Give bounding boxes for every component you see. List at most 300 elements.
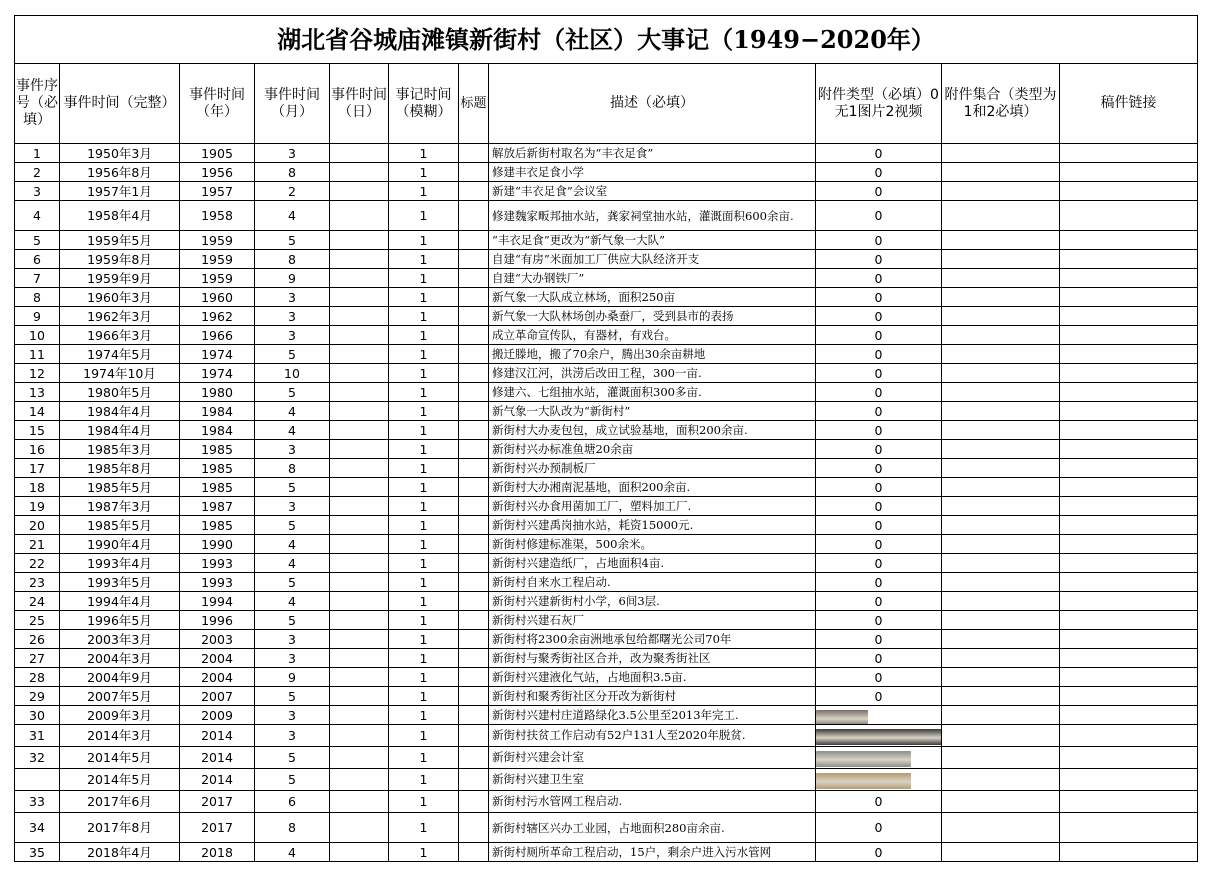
cell-time-full[interactable]: 2007年5月	[60, 687, 180, 706]
cell-time-month[interactable]: 5	[255, 231, 330, 250]
cell-time-full[interactable]: 1985年3月	[60, 440, 180, 459]
cell-link[interactable]	[1060, 668, 1198, 687]
cell-link[interactable]	[1060, 364, 1198, 383]
cell-heading[interactable]	[459, 163, 489, 182]
cell-seq[interactable]: 25	[15, 611, 60, 630]
cell-heading[interactable]	[459, 535, 489, 554]
cell-time-year[interactable]: 1966	[180, 326, 255, 345]
cell-att-set[interactable]	[942, 307, 1060, 326]
cell-att-type[interactable]	[816, 769, 942, 791]
cell-seq[interactable]: 23	[15, 573, 60, 592]
cell-att-set[interactable]	[942, 843, 1060, 862]
cell-time-fuzzy[interactable]: 1	[389, 478, 459, 497]
cell-link[interactable]	[1060, 611, 1198, 630]
cell-time-month[interactable]: 5	[255, 478, 330, 497]
cell-time-month[interactable]: 5	[255, 345, 330, 364]
cell-att-set[interactable]	[942, 813, 1060, 843]
cell-time-month[interactable]: 8	[255, 813, 330, 843]
cell-time-day[interactable]	[330, 144, 389, 163]
cell-link[interactable]	[1060, 459, 1198, 478]
cell-time-year[interactable]: 1905	[180, 144, 255, 163]
cell-time-year[interactable]: 1990	[180, 535, 255, 554]
cell-att-set[interactable]	[942, 791, 1060, 813]
cell-time-year[interactable]: 1959	[180, 231, 255, 250]
cell-time-fuzzy[interactable]: 1	[389, 421, 459, 440]
cell-desc[interactable]: 新气象一大队林场创办桑蚕厂，受到县市的表扬	[489, 307, 816, 326]
cell-time-month[interactable]: 8	[255, 459, 330, 478]
cell-heading[interactable]	[459, 440, 489, 459]
cell-heading[interactable]	[459, 725, 489, 747]
cell-time-day[interactable]	[330, 668, 389, 687]
cell-time-year[interactable]: 2014	[180, 769, 255, 791]
cell-time-full[interactable]: 2014年5月	[60, 747, 180, 769]
cell-time-fuzzy[interactable]: 1	[389, 592, 459, 611]
cell-desc[interactable]: 新街村兴办标准鱼塘20余亩	[489, 440, 816, 459]
cell-att-set[interactable]	[942, 535, 1060, 554]
cell-time-month[interactable]: 5	[255, 611, 330, 630]
cell-desc[interactable]: “丰衣足食”更改为“新气象一大队”	[489, 231, 816, 250]
cell-time-full[interactable]: 2017年6月	[60, 791, 180, 813]
cell-time-day[interactable]	[330, 611, 389, 630]
cell-time-year[interactable]: 1984	[180, 421, 255, 440]
cell-time-fuzzy[interactable]: 1	[389, 747, 459, 769]
cell-link[interactable]	[1060, 535, 1198, 554]
cell-heading[interactable]	[459, 813, 489, 843]
cell-link[interactable]	[1060, 747, 1198, 769]
cell-heading[interactable]	[459, 769, 489, 791]
cell-heading[interactable]	[459, 201, 489, 231]
cell-heading[interactable]	[459, 843, 489, 862]
cell-link[interactable]	[1060, 725, 1198, 747]
cell-heading[interactable]	[459, 649, 489, 668]
cell-time-fuzzy[interactable]: 1	[389, 402, 459, 421]
cell-seq[interactable]: 8	[15, 288, 60, 307]
cell-desc[interactable]: 新街村辖区兴办工业园，占地面积280亩余亩.	[489, 813, 816, 843]
cell-time-month[interactable]: 4	[255, 421, 330, 440]
cell-att-type[interactable]: 0	[816, 611, 942, 630]
header-seq[interactable]: 事件序号（必填）	[15, 64, 60, 144]
cell-heading[interactable]	[459, 459, 489, 478]
cell-time-month[interactable]: 9	[255, 668, 330, 687]
cell-heading[interactable]	[459, 364, 489, 383]
cell-time-full[interactable]: 2009年3月	[60, 706, 180, 725]
cell-heading[interactable]	[459, 706, 489, 725]
cell-att-type[interactable]: 0	[816, 383, 942, 402]
cell-time-year[interactable]: 1974	[180, 364, 255, 383]
photo-thumbnail-icon[interactable]	[816, 751, 911, 767]
cell-heading[interactable]	[459, 182, 489, 201]
cell-att-set[interactable]	[942, 421, 1060, 440]
cell-time-month[interactable]: 4	[255, 201, 330, 231]
cell-desc[interactable]: 新街村将2300余亩洲地承包给都曙光公司70年	[489, 630, 816, 649]
cell-time-fuzzy[interactable]: 1	[389, 326, 459, 345]
cell-time-year[interactable]: 1985	[180, 459, 255, 478]
cell-time-year[interactable]: 1957	[180, 182, 255, 201]
cell-time-year[interactable]: 1993	[180, 573, 255, 592]
cell-att-type[interactable]: 0	[816, 163, 942, 182]
cell-time-month[interactable]: 5	[255, 516, 330, 535]
cell-time-day[interactable]	[330, 478, 389, 497]
cell-desc[interactable]: 新街村大办麦包包，成立试验基地，面积200余亩.	[489, 421, 816, 440]
cell-time-day[interactable]	[330, 345, 389, 364]
cell-time-fuzzy[interactable]: 1	[389, 554, 459, 573]
cell-att-set[interactable]	[942, 163, 1060, 182]
cell-time-day[interactable]	[330, 497, 389, 516]
cell-att-type[interactable]: 0	[816, 402, 942, 421]
cell-att-set[interactable]	[942, 687, 1060, 706]
cell-time-day[interactable]	[330, 630, 389, 649]
cell-time-month[interactable]: 3	[255, 630, 330, 649]
cell-att-set[interactable]	[942, 364, 1060, 383]
cell-desc[interactable]: 自建“有房”米面加工厂供应大队经济开支	[489, 250, 816, 269]
cell-time-full[interactable]: 2014年5月	[60, 769, 180, 791]
cell-time-month[interactable]: 4	[255, 535, 330, 554]
cell-time-month[interactable]: 3	[255, 288, 330, 307]
cell-desc[interactable]: 新街村兴办预制板厂	[489, 459, 816, 478]
cell-time-full[interactable]: 1990年4月	[60, 535, 180, 554]
cell-att-set[interactable]	[942, 516, 1060, 535]
cell-time-year[interactable]: 1987	[180, 497, 255, 516]
cell-seq[interactable]: 31	[15, 725, 60, 747]
cell-time-day[interactable]	[330, 383, 389, 402]
cell-att-type[interactable]: 0	[816, 791, 942, 813]
cell-att-type[interactable]: 0	[816, 592, 942, 611]
cell-att-set[interactable]	[942, 440, 1060, 459]
cell-time-month[interactable]: 9	[255, 269, 330, 288]
cell-time-year[interactable]: 2007	[180, 687, 255, 706]
cell-att-type[interactable]: 0	[816, 497, 942, 516]
cell-time-month[interactable]: 4	[255, 402, 330, 421]
cell-seq[interactable]: 13	[15, 383, 60, 402]
cell-desc[interactable]: 新气象一大队改为“新街村”	[489, 402, 816, 421]
cell-time-fuzzy[interactable]: 1	[389, 250, 459, 269]
cell-time-fuzzy[interactable]: 1	[389, 364, 459, 383]
cell-time-fuzzy[interactable]: 1	[389, 288, 459, 307]
cell-att-type[interactable]: 0	[816, 630, 942, 649]
cell-time-full[interactable]: 1962年3月	[60, 307, 180, 326]
cell-time-fuzzy[interactable]: 1	[389, 630, 459, 649]
cell-att-type[interactable]: 0	[816, 668, 942, 687]
cell-time-full[interactable]: 1966年3月	[60, 326, 180, 345]
cell-att-set[interactable]	[942, 383, 1060, 402]
cell-link[interactable]	[1060, 402, 1198, 421]
cell-time-year[interactable]: 2017	[180, 791, 255, 813]
cell-time-fuzzy[interactable]: 1	[389, 231, 459, 250]
cell-seq[interactable]: 11	[15, 345, 60, 364]
cell-time-full[interactable]: 1980年5月	[60, 383, 180, 402]
cell-att-set[interactable]	[942, 554, 1060, 573]
cell-att-set[interactable]	[942, 269, 1060, 288]
cell-att-type[interactable]: 0	[816, 288, 942, 307]
cell-seq[interactable]: 21	[15, 535, 60, 554]
cell-seq[interactable]: 6	[15, 250, 60, 269]
cell-time-fuzzy[interactable]: 1	[389, 163, 459, 182]
cell-time-year[interactable]: 2004	[180, 668, 255, 687]
cell-time-full[interactable]: 1993年4月	[60, 554, 180, 573]
cell-heading[interactable]	[459, 573, 489, 592]
cell-att-set[interactable]	[942, 201, 1060, 231]
cell-att-type[interactable]: 0	[816, 182, 942, 201]
cell-desc[interactable]: 新街村兴办食用菌加工厂，塑料加工厂.	[489, 497, 816, 516]
cell-att-type[interactable]: 0	[816, 516, 942, 535]
cell-time-fuzzy[interactable]: 1	[389, 706, 459, 725]
cell-heading[interactable]	[459, 478, 489, 497]
cell-time-year[interactable]: 1994	[180, 592, 255, 611]
cell-time-day[interactable]	[330, 592, 389, 611]
cell-time-month[interactable]: 5	[255, 383, 330, 402]
cell-time-year[interactable]: 1956	[180, 163, 255, 182]
cell-heading[interactable]	[459, 250, 489, 269]
cell-time-day[interactable]	[330, 307, 389, 326]
cell-desc[interactable]: 新街村兴建会计室	[489, 747, 816, 769]
cell-link[interactable]	[1060, 288, 1198, 307]
photo-thumbnail-icon[interactable]	[816, 773, 911, 789]
cell-seq[interactable]: 2	[15, 163, 60, 182]
cell-desc[interactable]: 新街村兴建禹岗抽水站，耗资15000元.	[489, 516, 816, 535]
cell-desc[interactable]: 新街村和聚秀街社区分开改为新街村	[489, 687, 816, 706]
cell-heading[interactable]	[459, 668, 489, 687]
cell-time-fuzzy[interactable]: 1	[389, 725, 459, 747]
cell-desc[interactable]: 新街村兴建村庄道路绿化3.5公里至2013年完工.	[489, 706, 816, 725]
cell-heading[interactable]	[459, 345, 489, 364]
cell-desc[interactable]: 新建“丰衣足食”会议室	[489, 182, 816, 201]
cell-time-day[interactable]	[330, 163, 389, 182]
cell-time-month[interactable]: 3	[255, 144, 330, 163]
cell-time-fuzzy[interactable]: 1	[389, 769, 459, 791]
cell-att-set[interactable]	[942, 288, 1060, 307]
cell-att-set[interactable]	[942, 326, 1060, 345]
cell-time-year[interactable]: 1993	[180, 554, 255, 573]
cell-time-month[interactable]: 3	[255, 725, 330, 747]
cell-heading[interactable]	[459, 269, 489, 288]
cell-seq[interactable]: 20	[15, 516, 60, 535]
cell-time-year[interactable]: 1959	[180, 250, 255, 269]
cell-att-set[interactable]	[942, 706, 1060, 725]
cell-time-fuzzy[interactable]: 1	[389, 791, 459, 813]
cell-link[interactable]	[1060, 843, 1198, 862]
cell-seq[interactable]: 5	[15, 231, 60, 250]
cell-time-fuzzy[interactable]: 1	[389, 383, 459, 402]
header-att-set[interactable]: 附件集合（类型为1和2必填）	[942, 64, 1060, 144]
cell-att-type[interactable]	[816, 706, 942, 725]
cell-link[interactable]	[1060, 573, 1198, 592]
cell-seq[interactable]: 18	[15, 478, 60, 497]
cell-link[interactable]	[1060, 687, 1198, 706]
cell-link[interactable]	[1060, 163, 1198, 182]
cell-seq[interactable]: 10	[15, 326, 60, 345]
cell-time-day[interactable]	[330, 649, 389, 668]
cell-att-set[interactable]	[942, 611, 1060, 630]
cell-desc[interactable]: 新街村修建标准渠，500余米。	[489, 535, 816, 554]
cell-heading[interactable]	[459, 554, 489, 573]
cell-link[interactable]	[1060, 497, 1198, 516]
cell-att-type[interactable]: 0	[816, 573, 942, 592]
cell-time-full[interactable]: 1993年5月	[60, 573, 180, 592]
cell-time-day[interactable]	[330, 769, 389, 791]
cell-seq[interactable]: 1	[15, 144, 60, 163]
cell-time-fuzzy[interactable]: 1	[389, 307, 459, 326]
cell-time-full[interactable]: 2018年4月	[60, 843, 180, 862]
cell-link[interactable]	[1060, 813, 1198, 843]
cell-heading[interactable]	[459, 791, 489, 813]
cell-seq[interactable]: 33	[15, 791, 60, 813]
cell-time-day[interactable]	[330, 535, 389, 554]
cell-att-type[interactable]: 0	[816, 649, 942, 668]
cell-link[interactable]	[1060, 250, 1198, 269]
cell-att-set[interactable]	[942, 725, 1060, 747]
cell-time-full[interactable]: 1987年3月	[60, 497, 180, 516]
cell-time-day[interactable]	[330, 791, 389, 813]
cell-time-day[interactable]	[330, 250, 389, 269]
cell-heading[interactable]	[459, 421, 489, 440]
cell-heading[interactable]	[459, 516, 489, 535]
cell-seq[interactable]: 24	[15, 592, 60, 611]
cell-heading[interactable]	[459, 747, 489, 769]
cell-seq[interactable]: 4	[15, 201, 60, 231]
cell-time-full[interactable]: 1996年5月	[60, 611, 180, 630]
cell-att-set[interactable]	[942, 250, 1060, 269]
cell-att-set[interactable]	[942, 649, 1060, 668]
cell-att-type[interactable]: 0	[816, 144, 942, 163]
cell-time-year[interactable]: 1960	[180, 288, 255, 307]
cell-time-full[interactable]: 1959年5月	[60, 231, 180, 250]
cell-link[interactable]	[1060, 182, 1198, 201]
cell-link[interactable]	[1060, 440, 1198, 459]
cell-time-fuzzy[interactable]: 1	[389, 497, 459, 516]
cell-link[interactable]	[1060, 478, 1198, 497]
cell-att-set[interactable]	[942, 747, 1060, 769]
cell-time-day[interactable]	[330, 182, 389, 201]
cell-time-full[interactable]: 2004年9月	[60, 668, 180, 687]
cell-time-year[interactable]: 1974	[180, 345, 255, 364]
cell-seq[interactable]: 3	[15, 182, 60, 201]
cell-link[interactable]	[1060, 307, 1198, 326]
cell-time-month[interactable]: 5	[255, 769, 330, 791]
cell-time-fuzzy[interactable]: 1	[389, 201, 459, 231]
header-time-fuzzy[interactable]: 事记时间（模糊）	[389, 64, 459, 144]
cell-att-type[interactable]: 0	[816, 231, 942, 250]
cell-time-day[interactable]	[330, 269, 389, 288]
cell-link[interactable]	[1060, 791, 1198, 813]
cell-time-year[interactable]: 1985	[180, 516, 255, 535]
cell-seq[interactable]: 28	[15, 668, 60, 687]
cell-time-fuzzy[interactable]: 1	[389, 668, 459, 687]
cell-time-day[interactable]	[330, 288, 389, 307]
cell-time-month[interactable]: 4	[255, 592, 330, 611]
cell-time-fuzzy[interactable]: 1	[389, 649, 459, 668]
cell-link[interactable]	[1060, 769, 1198, 791]
cell-time-fuzzy[interactable]: 1	[389, 535, 459, 554]
cell-desc[interactable]: 新街村自来水工程启动.	[489, 573, 816, 592]
cell-att-type[interactable]: 0	[816, 364, 942, 383]
cell-seq[interactable]: 7	[15, 269, 60, 288]
cell-time-year[interactable]: 1962	[180, 307, 255, 326]
cell-time-year[interactable]: 2014	[180, 747, 255, 769]
cell-time-month[interactable]: 3	[255, 649, 330, 668]
cell-heading[interactable]	[459, 383, 489, 402]
cell-time-month[interactable]: 3	[255, 497, 330, 516]
photo-thumbnail-icon[interactable]	[816, 729, 942, 745]
cell-att-type[interactable]	[816, 747, 942, 769]
cell-seq[interactable]: 30	[15, 706, 60, 725]
cell-time-full[interactable]: 1985年5月	[60, 516, 180, 535]
cell-time-fuzzy[interactable]: 1	[389, 573, 459, 592]
cell-seq[interactable]: 26	[15, 630, 60, 649]
header-time-day[interactable]: 事件时间（日）	[330, 64, 389, 144]
cell-time-fuzzy[interactable]: 1	[389, 516, 459, 535]
cell-att-type[interactable]: 0	[816, 440, 942, 459]
cell-att-type[interactable]: 0	[816, 843, 942, 862]
cell-heading[interactable]	[459, 326, 489, 345]
cell-att-set[interactable]	[942, 668, 1060, 687]
cell-seq[interactable]	[15, 769, 60, 791]
header-att-type[interactable]: 附件类型（必填）0无1图片2视频	[816, 64, 942, 144]
cell-time-month[interactable]: 4	[255, 554, 330, 573]
cell-time-fuzzy[interactable]: 1	[389, 459, 459, 478]
cell-desc[interactable]: 成立革命宣传队，有器材，有戏台。	[489, 326, 816, 345]
cell-time-day[interactable]	[330, 326, 389, 345]
cell-time-fuzzy[interactable]: 1	[389, 813, 459, 843]
cell-seq[interactable]: 34	[15, 813, 60, 843]
cell-seq[interactable]: 15	[15, 421, 60, 440]
cell-heading[interactable]	[459, 307, 489, 326]
cell-att-set[interactable]	[942, 345, 1060, 364]
cell-heading[interactable]	[459, 630, 489, 649]
cell-heading[interactable]	[459, 592, 489, 611]
cell-link[interactable]	[1060, 269, 1198, 288]
cell-desc[interactable]: 自建“大办钢铁厂”	[489, 269, 816, 288]
cell-link[interactable]	[1060, 630, 1198, 649]
cell-time-day[interactable]	[330, 706, 389, 725]
cell-heading[interactable]	[459, 402, 489, 421]
cell-time-day[interactable]	[330, 421, 389, 440]
cell-time-full[interactable]: 1950年3月	[60, 144, 180, 163]
cell-time-fuzzy[interactable]: 1	[389, 182, 459, 201]
cell-time-year[interactable]: 1996	[180, 611, 255, 630]
header-link[interactable]: 稿件链接	[1060, 64, 1198, 144]
cell-link[interactable]	[1060, 201, 1198, 231]
cell-time-day[interactable]	[330, 402, 389, 421]
cell-time-day[interactable]	[330, 231, 389, 250]
cell-time-year[interactable]: 2014	[180, 725, 255, 747]
cell-att-set[interactable]	[942, 592, 1060, 611]
cell-time-fuzzy[interactable]: 1	[389, 144, 459, 163]
cell-time-full[interactable]: 1994年4月	[60, 592, 180, 611]
cell-time-full[interactable]: 1984年4月	[60, 402, 180, 421]
cell-time-year[interactable]: 1985	[180, 440, 255, 459]
cell-time-month[interactable]: 3	[255, 440, 330, 459]
cell-time-year[interactable]: 1985	[180, 478, 255, 497]
cell-time-full[interactable]: 1974年5月	[60, 345, 180, 364]
cell-time-year[interactable]: 2004	[180, 649, 255, 668]
cell-link[interactable]	[1060, 516, 1198, 535]
cell-desc[interactable]: 新街村污水管网工程启动.	[489, 791, 816, 813]
cell-time-year[interactable]: 1980	[180, 383, 255, 402]
cell-time-full[interactable]: 1958年4月	[60, 201, 180, 231]
cell-desc[interactable]: 新街村兴建新街村小学，6间3层.	[489, 592, 816, 611]
cell-heading[interactable]	[459, 687, 489, 706]
cell-time-month[interactable]: 3	[255, 326, 330, 345]
cell-desc[interactable]: 修建汉江河，洪涝后改田工程，300一亩.	[489, 364, 816, 383]
cell-time-full[interactable]: 2004年3月	[60, 649, 180, 668]
cell-time-full[interactable]: 1960年3月	[60, 288, 180, 307]
cell-att-type[interactable]: 0	[816, 326, 942, 345]
cell-att-type[interactable]: 0	[816, 201, 942, 231]
cell-att-type[interactable]	[816, 725, 942, 747]
cell-att-type[interactable]: 0	[816, 478, 942, 497]
cell-att-type[interactable]: 0	[816, 421, 942, 440]
cell-att-type[interactable]: 0	[816, 307, 942, 326]
